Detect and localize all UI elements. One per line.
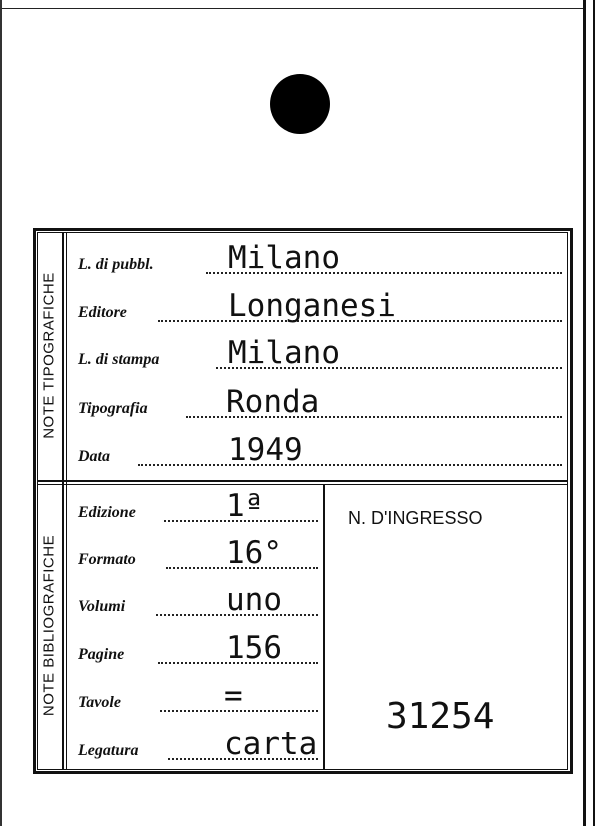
field-label: Tipografia xyxy=(78,400,148,417)
note-tipografiche-title: NOTE TIPOGRAFICHE xyxy=(40,272,58,439)
field-value: Longanesi xyxy=(228,288,396,324)
field-data xyxy=(78,432,564,470)
card-right-edge xyxy=(583,0,586,826)
field-luogo-stampa xyxy=(78,335,564,373)
label-column-divider xyxy=(62,232,64,770)
field-value: 1ª xyxy=(226,488,264,524)
card-top-edge xyxy=(0,0,586,9)
field-value: 16° xyxy=(226,535,282,571)
field-label: L. di stampa xyxy=(78,351,160,368)
section-divider-inner xyxy=(37,484,568,485)
field-label: Tavole xyxy=(78,694,121,711)
dotted-line xyxy=(138,464,562,466)
field-legatura xyxy=(78,726,324,764)
field-editore xyxy=(78,288,564,326)
field-pagine xyxy=(78,630,320,668)
field-luogo-pubblicazione xyxy=(78,240,564,278)
field-label: Edizione xyxy=(78,504,136,521)
field-edizione xyxy=(78,488,320,526)
field-label: Editore xyxy=(78,304,127,321)
field-value: carta xyxy=(224,726,318,762)
field-label: Legatura xyxy=(78,742,139,759)
punch-hole xyxy=(270,74,330,134)
field-value: Milano xyxy=(228,335,340,371)
field-tavole xyxy=(78,678,320,716)
note-bibliografiche-title: NOTE BIBLIOGRAFICHE xyxy=(40,534,58,717)
ingresso-label: N. D'INGRESSO xyxy=(348,508,483,528)
card-right-edge-outer xyxy=(593,0,595,826)
field-label: Pagine xyxy=(78,646,125,663)
field-value: 156 xyxy=(226,630,282,666)
ingresso-divider xyxy=(323,484,325,770)
field-label: L. di pubbl. xyxy=(78,256,154,273)
field-label: Data xyxy=(78,448,110,465)
card-left-edge xyxy=(0,0,2,826)
field-label: Formato xyxy=(78,551,136,568)
ingresso-number: 31254 xyxy=(386,696,495,737)
field-value: uno xyxy=(226,582,282,618)
field-tipografia xyxy=(78,384,564,422)
field-label: Volumi xyxy=(78,598,126,615)
label-column-divider-inner xyxy=(66,232,67,770)
field-value: Milano xyxy=(228,240,340,276)
section-divider xyxy=(37,480,568,482)
field-formato xyxy=(78,535,320,573)
field-volumi xyxy=(78,582,320,620)
field-value: = xyxy=(224,678,243,714)
field-value: Ronda xyxy=(226,384,320,420)
field-value: 1949 xyxy=(228,432,303,468)
